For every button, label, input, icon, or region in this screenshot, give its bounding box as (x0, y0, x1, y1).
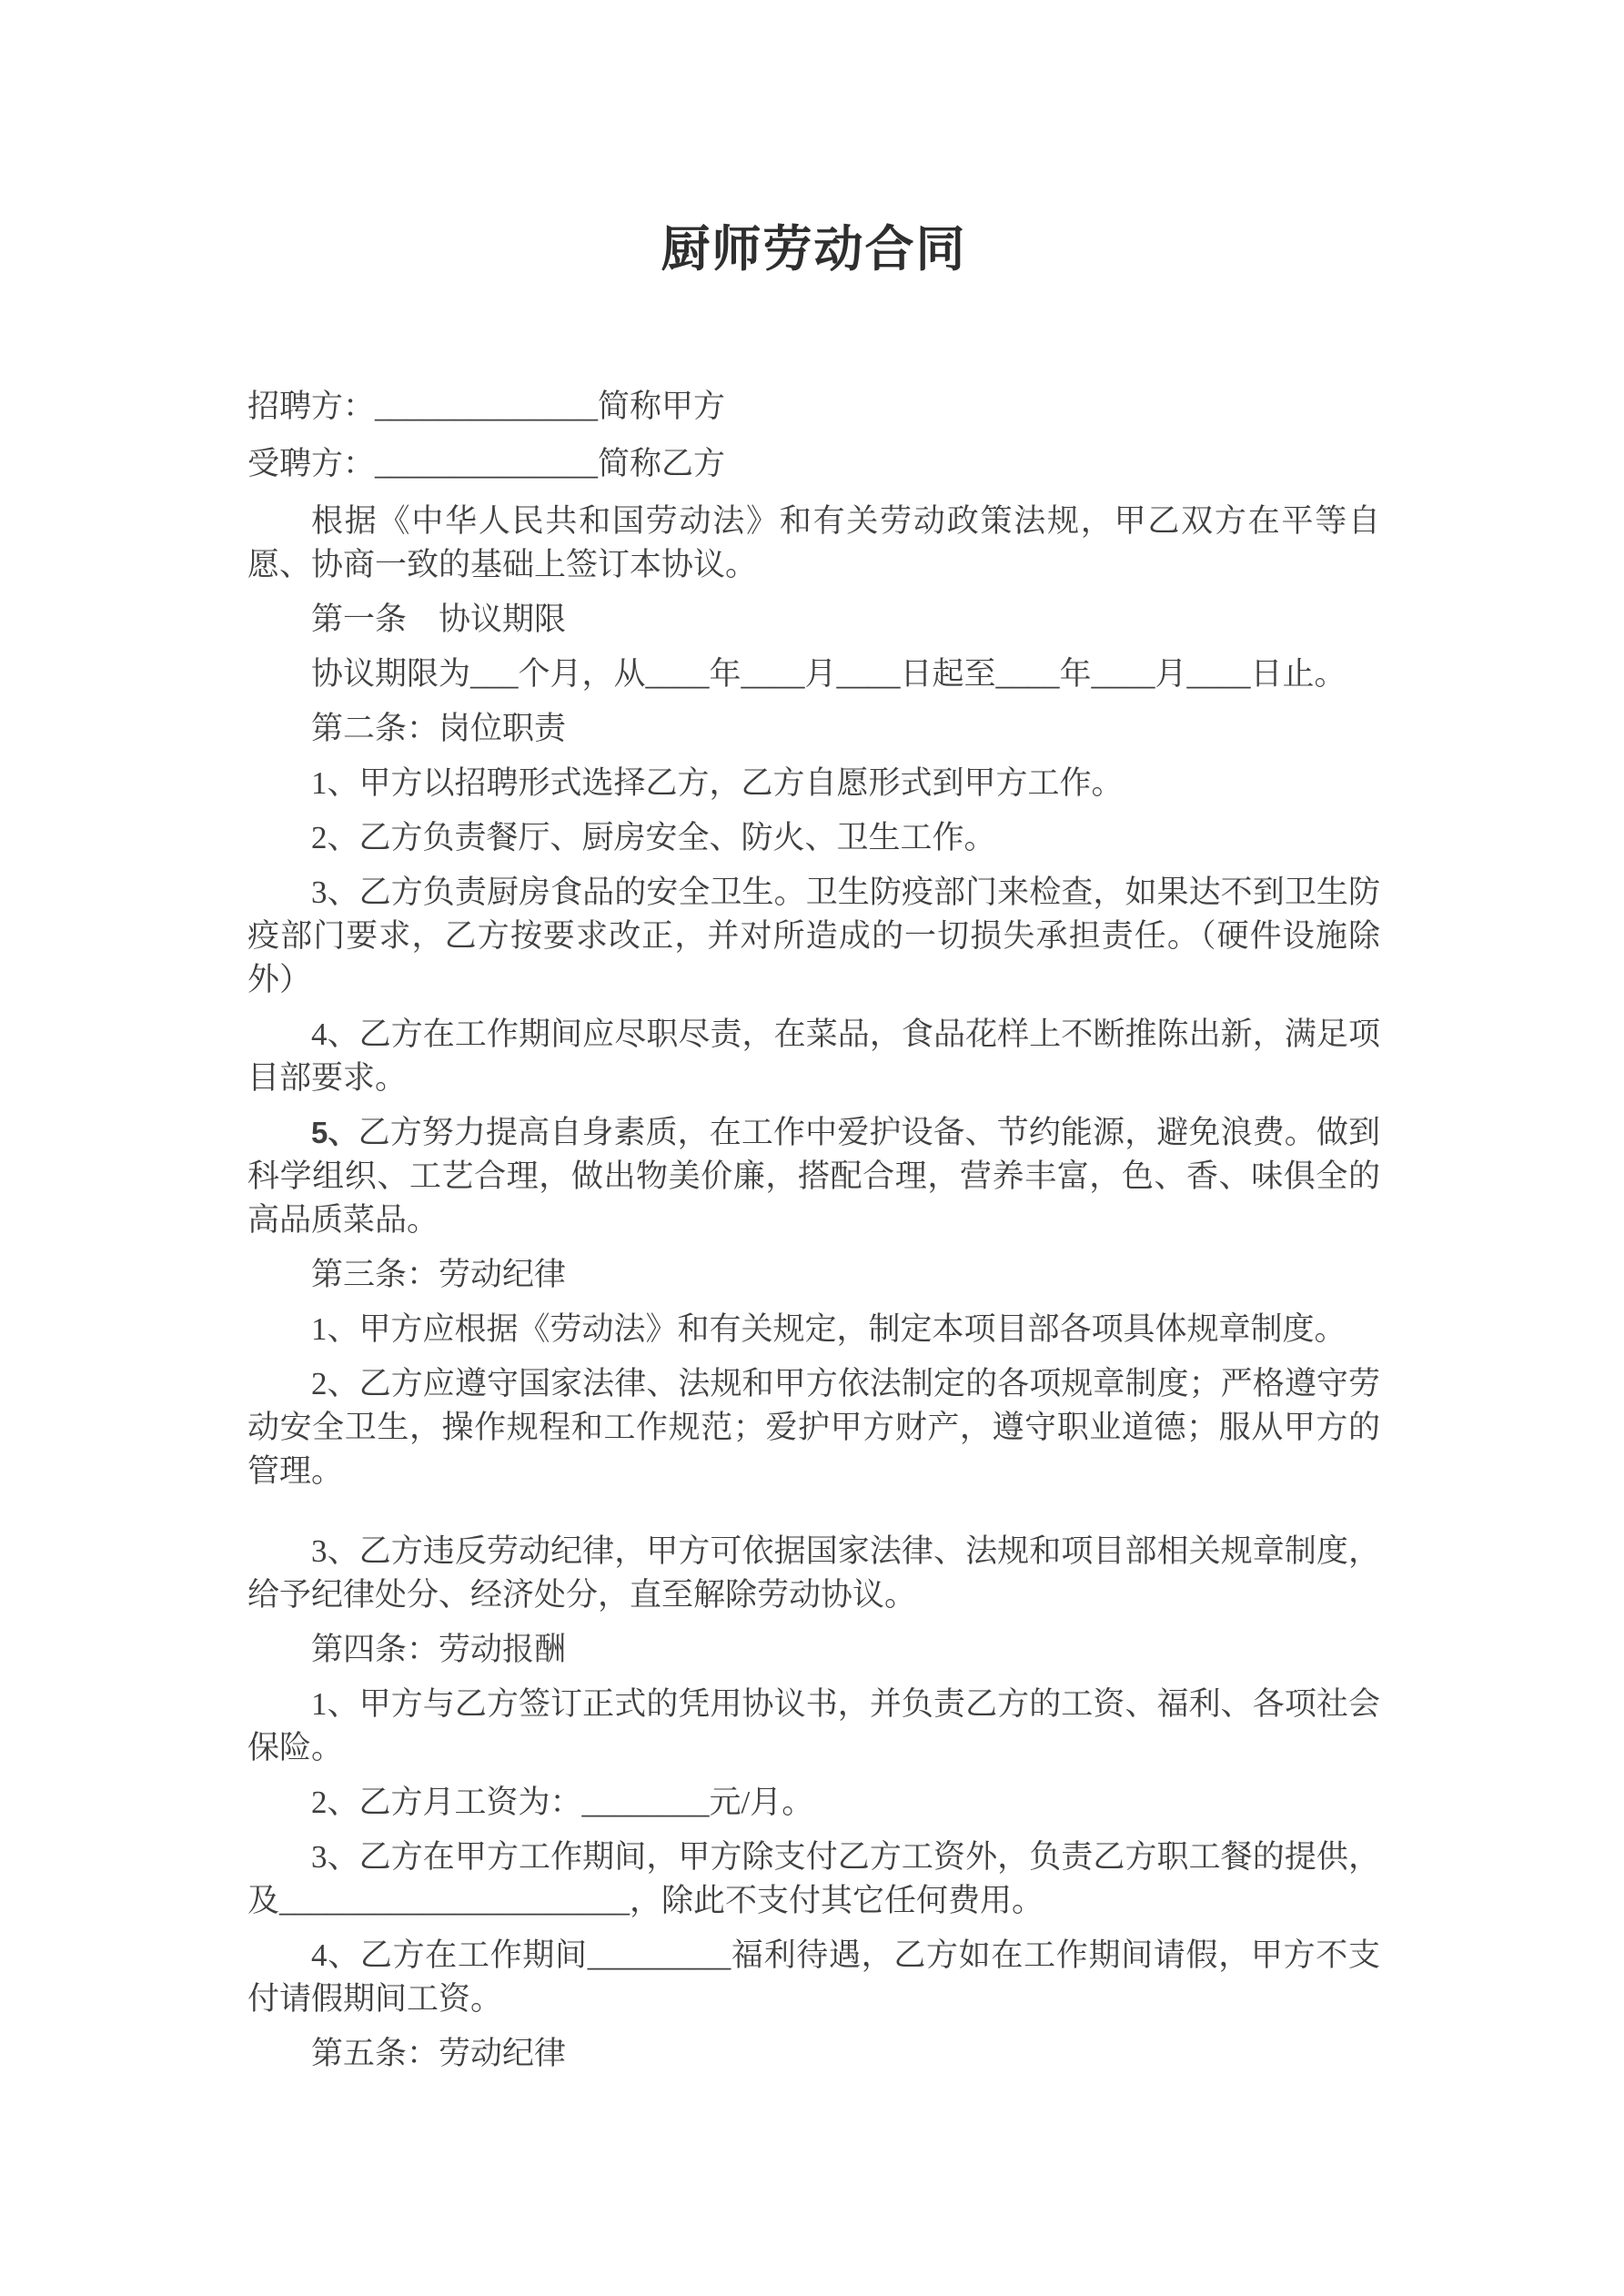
party-a-line: 招聘方：______________简称甲方 (247, 389, 726, 425)
contract-title: 厨师劳动合同 (661, 222, 967, 277)
preamble: 根据《中华人民共和国劳动法》和有关劳动政策法规，甲乙双方在平等自愿、协商一致的基础上签订本协议。 (247, 503, 1380, 583)
clause-2-item-1: 1、甲方以招聘形式选择乙方，乙方自愿形式到甲方工作。 (311, 765, 1124, 802)
party-b-line: 受聘方：______________简称乙方 (247, 446, 726, 482)
clause-3-item-1: 1、甲方应根据《劳动法》和有关规定，制定本项目部各项具体规章制度。 (311, 1311, 1347, 1348)
clause-2-item-3: 3、乙方负责厨房食品的安全卫生。卫生防疫部门来检查，如果达不到卫生防疫部门要求，乙方按要求改正，并对所造成的一切损失承担责任。（硬件设施除外） (247, 875, 1380, 998)
clause-1-duration: 协议期限为___个月，从____年____月____日起至____年____月____日止。 (311, 656, 1347, 693)
heading-clause-4: 第四条：劳动报酬 (311, 1632, 567, 1668)
clause-4-item-3: 3、乙方在甲方工作期间，甲方除支付乙方工资外，负责乙方职工餐的提供，及______________________，除此不支付其它任何费用。 (247, 1839, 1380, 1919)
clause-2-item-5 (247, 1111, 1380, 1242)
clause-3-item-2: 2、乙方应遵守国家法律、法规和甲方依法制定的各项规章制度；严格遵守劳动安全卫生，操作规程和工作规范；爱护甲方财产，遵守职业道德；服从甲方的管理。 (247, 1366, 1380, 1490)
heading-clause-1: 第一条 协议期限 (311, 602, 567, 638)
clause-2-item-4: 4、乙方在工作期间应尽职尽责，在菜品，食品花样上不断推陈出新，满足项目部要求。 (247, 1017, 1380, 1097)
clause-2-item-5-text: 乙方努力提高自身素质，在工作中爱护设备、节约能源，避免浪费。做到科学组织、工艺合理，做出物美价廉，搭配合理，营养丰富，色、香、味俱全的高品质菜品。 (247, 1115, 1380, 1239)
heading-clause-2: 第二条：岗位职责 (311, 711, 567, 747)
clause-4-item-4: 4、乙方在工作期间_________福利待遇，乙方如在工作期间请假，甲方不支付请假期间工资。 (247, 1937, 1380, 2018)
heading-clause-5: 第五条：劳动纪律 (311, 2036, 567, 2072)
clause-2-item-5-number: 5、 (311, 1116, 358, 1150)
clause-4-item-2: 2、乙方月工资为：________元/月。 (311, 1785, 814, 1821)
heading-clause-3: 第三条：劳动纪律 (311, 1257, 567, 1293)
clause-2-item-2: 2、乙方负责餐厅、厨房安全、防火、卫生工作。 (311, 820, 996, 856)
clause-4-item-1: 1、甲方与乙方签订正式的凭用协议书，并负责乙方的工资、福利、各项社会保险。 (247, 1686, 1380, 1766)
clause-3-item-3: 3、乙方违反劳动纪律，甲方可依据国家法律、法规和项目部相关规章制度，给予纪律处分、经济处分，直至解除劳动协议。 (247, 1533, 1380, 1613)
